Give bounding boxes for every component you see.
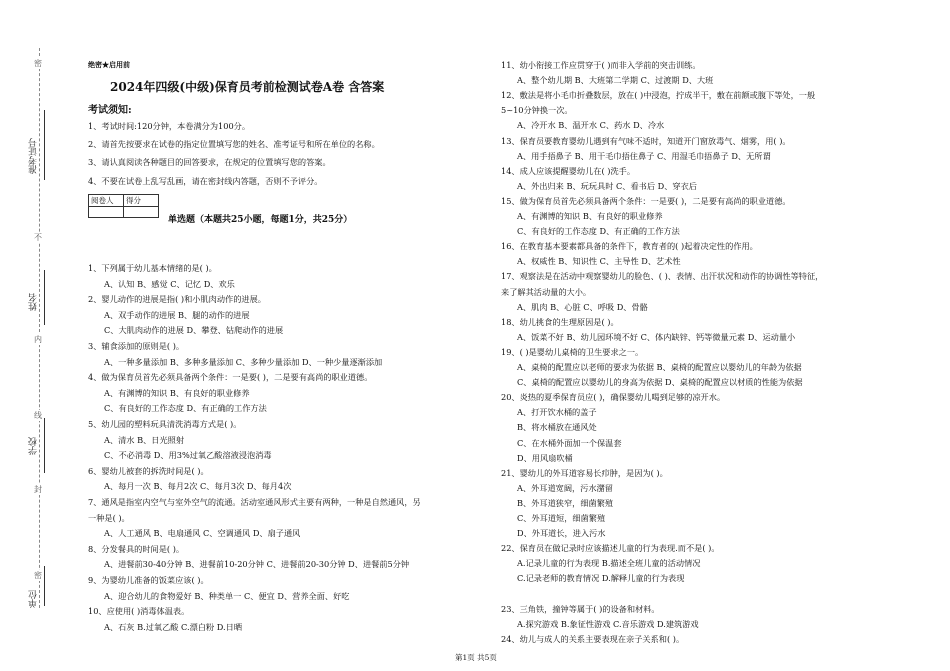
grader-header: 阅卷人: [89, 195, 124, 207]
question-text: 2、婴儿动作的进展是指( )和小肌肉动作的进展。: [88, 294, 266, 305]
answer-option: A、进餐前30-40分钟 B、进餐前10-20分钟 C、进餐前20-30分钟 D、进餐前5分钟: [104, 559, 410, 570]
binding-char: 不: [34, 233, 42, 242]
binding-char: 线: [34, 411, 42, 420]
question-text: 20、炎热的夏季保育员应( )，确保婴幼儿喝到足够的凉开水。: [501, 392, 726, 403]
question-text: 6、婴幼儿被套的拆洗时间是( )。: [88, 465, 209, 476]
answer-option: B、外耳道狭窄，细菌繁殖: [517, 497, 614, 508]
answer-option: A、一种多量添加 B、多种多量添加 C、多种少量添加 D、一种少量逐渐添加: [104, 356, 383, 367]
answer-option: A、肌肉 B、心脏 C、呼吸 D、骨骼: [517, 301, 648, 312]
section-heading: 单选题（本题共25小题，每题1分，共25分）: [168, 215, 353, 225]
confidential-mark: 绝密★启用前: [88, 60, 130, 69]
margin-label-unit: 单位: [29, 590, 39, 608]
grader-cell[interactable]: [89, 207, 124, 218]
notice-item: 3、请认真阅读各种题目的回答要求，在规定的位置填写您的答案。: [88, 157, 331, 167]
answer-option: A、迎合幼儿的食物爱好 B、种类单一 C、便宜 D、营养全面、好吃: [104, 590, 350, 601]
question-text: 一种是( )。: [88, 512, 130, 523]
answer-option: A、外出归来 B、玩玩具时 C、看书后 D、穿衣后: [517, 180, 697, 191]
question-text: 1、下列属于幼儿基本情绪的是( )。: [88, 263, 217, 273]
answer-option: C、桌椅的配置应以婴幼儿的身高为依据 D、桌椅的配置应以材质的性能为依据: [517, 377, 803, 388]
name-field[interactable]: [44, 270, 46, 325]
answer-option: A、双手动作的进展 B、腿的动作的进展: [104, 309, 250, 320]
answer-option: A、每月一次 B、每月2次 C、每月3次 D、每月4次: [104, 481, 292, 492]
question-text: 16、在教育基本要素都具备的条件下，教育者的( )起着决定性的作用。: [501, 241, 758, 252]
answer-option: A、石灰 B.过氧乙酸 C.漂白粉 D.日晒: [104, 621, 243, 632]
answer-option: C、外耳道短，细菌繁殖: [517, 513, 606, 523]
answer-option: A、冷开水 B、温开水 C、药水 D、冷水: [517, 120, 665, 131]
exam-number-field[interactable]: [44, 110, 46, 180]
binding-char: 密: [34, 59, 42, 68]
answer-option: A、有渊博的知识 B、有良好的职业修养: [104, 387, 250, 398]
answer-option: C、大肌肉动作的进展 D、攀登、钻爬动作的进展: [104, 325, 284, 336]
question-text: 来了解其活动量的大小。: [501, 286, 592, 297]
answer-option: C、有良好的工作态度 D、有正确的工作方法: [104, 403, 267, 414]
answer-option: A、整个幼儿期 B、大班第二学期 C、过渡期 D、大班: [517, 75, 714, 86]
margin-label-school: 学校: [29, 437, 39, 455]
answer-option: A、清水 B、日光照射: [104, 434, 185, 445]
answer-option: A、用手捂鼻子 B、用干毛巾捂住鼻子 C、用湿毛巾捂鼻子 D、无所谓: [517, 150, 771, 161]
question-text: 9、为婴幼儿准备的饭菜应该( )。: [88, 575, 209, 585]
answer-option: A、权威性 B、知识性 C、主导性 D、艺术性: [517, 256, 681, 267]
notice-item: 1、考试时间:120分钟，本卷满分为100分。: [88, 121, 251, 131]
answer-option: C、不必消毒 D、用3%过氧乙酸溶液浸泡消毒: [104, 450, 272, 461]
answer-option: C.记录老师的教育情况 D.解释儿童的行为表现: [517, 573, 685, 584]
binding-char: 密: [34, 571, 42, 580]
score-table: [88, 194, 159, 218]
question-text: 4、做为保育员首先必须具备两个条件：一是要( )，二是要有高尚的职业道德。: [88, 372, 373, 383]
question-text: 23、三角铁，撞钟等属于( )的设备和材料。: [501, 603, 660, 614]
question-text: 14、成人应该提醒婴幼儿在( )洗手。: [501, 165, 636, 176]
answer-option: C、有良好的工作态度 D、有正确的工作方法: [517, 226, 680, 237]
score-header: 得分: [124, 195, 159, 207]
notice-heading: 考试须知:: [88, 105, 132, 116]
answer-option: A、饭菜不好 B、幼儿园环境不好 C、体内缺锌、钙等微量元素 D、运动量小: [517, 331, 796, 342]
question-text: 5~10分钟换一次。: [501, 105, 573, 116]
answer-option: A、认知 B、感觉 C、记忆 D、欢乐: [104, 278, 235, 289]
binding-line: [39, 48, 40, 608]
answer-option: A、人工通风 B、电扇通风 C、空调通风 D、扇子通风: [104, 528, 301, 539]
question-text: 24、幼儿与成人的关系主要表现在亲子关系和( )。: [501, 633, 685, 644]
answer-option: A、外耳道宽阔，污水潴留: [517, 482, 613, 493]
question-text: 13、保育员要教育婴幼儿遇到有气味不适时，知道开门窗放毒气、烟雾，用( )。: [501, 135, 791, 146]
answer-option: A、桌椅的配置应以老师的要求为依据 B、桌椅的配置应以婴幼儿的年龄为依据: [517, 362, 802, 372]
margin-label-name: 姓名: [29, 293, 39, 311]
score-cell[interactable]: [124, 207, 159, 218]
question-text: 5、幼儿园的塑料玩具清洗消毒方式是( )。: [88, 419, 242, 429]
question-text: 3、辅食添加的原则是( )。: [88, 341, 185, 351]
question-text: 7、通风是指室内空气与室外空气的流通。活动室通风形式主要有两种，一种是自然通风，另: [88, 497, 421, 507]
answer-option: C、在水桶外面加一个保温套: [517, 437, 622, 448]
question-text: 18、幼儿挑食的生理原因是( )。: [501, 316, 619, 327]
question-text: 8、分发餐具的时间是( )。: [88, 543, 185, 554]
question-text: 21、婴幼儿的外耳道容易长疖肿，是因为( )。: [501, 467, 668, 478]
binding-char: 封: [34, 485, 42, 494]
notice-item: 4、不要在试卷上乱写乱画，请在密封线内答题，否则不予评分。: [88, 176, 323, 186]
question-text: 15、做为保育员首先必须具备两个条件：一是要( )，二是要有高尚的职业道德。: [501, 195, 791, 206]
answer-option: A、打开饮水桶的盖子: [517, 407, 597, 418]
question-text: 10、应使用( )消毒体温表。: [88, 606, 190, 617]
question-text: 19、( )是婴幼儿桌椅的卫生要求之一。: [501, 346, 644, 357]
answer-option: A.探究游戏 B.象征性游戏 C.音乐游戏 D.建筑游戏: [517, 618, 699, 629]
binding-char: 内: [34, 335, 42, 344]
notice-item: 2、请首先按要求在试卷的指定位置填写您的姓名、准考证号和所在单位的名称。: [88, 139, 380, 149]
question-text: 11、幼小衔接工作应贯穿于( )而非入学前的突击训练。: [501, 60, 701, 70]
unit-field[interactable]: [44, 566, 46, 606]
school-field[interactable]: [44, 418, 46, 473]
answer-option: D、用风扇吹桶: [517, 452, 573, 463]
page-title: 2024年四级(中级)保育员考前检测试卷A卷 含答案: [110, 80, 385, 94]
question-text: 22、保育员在做记录时应该描述儿童的行为表现.而不是( )。: [501, 543, 720, 554]
question-text: 17、观察法是在活动中观察婴幼儿的脸色、( )、表情、出汗状况和动作的协调性等特征，: [501, 271, 824, 282]
answer-option: A、有渊博的知识 B、有良好的职业修养: [517, 211, 663, 221]
answer-option: A.记录儿童的行为表现 B.描述全班儿童的活动情况: [517, 558, 701, 569]
margin-label-exam-number: 准考证号: [29, 138, 39, 174]
page-footer: 第1页 共5页: [455, 653, 497, 662]
answer-option: D、外耳道长，进入污水: [517, 528, 606, 539]
question-text: 12、敷法是将小毛巾折叠数层，放在( )中浸泡，拧成半干，敷在前额或腹下等处，一般: [501, 90, 816, 101]
answer-option: B、将水桶放在通风处: [517, 422, 597, 433]
